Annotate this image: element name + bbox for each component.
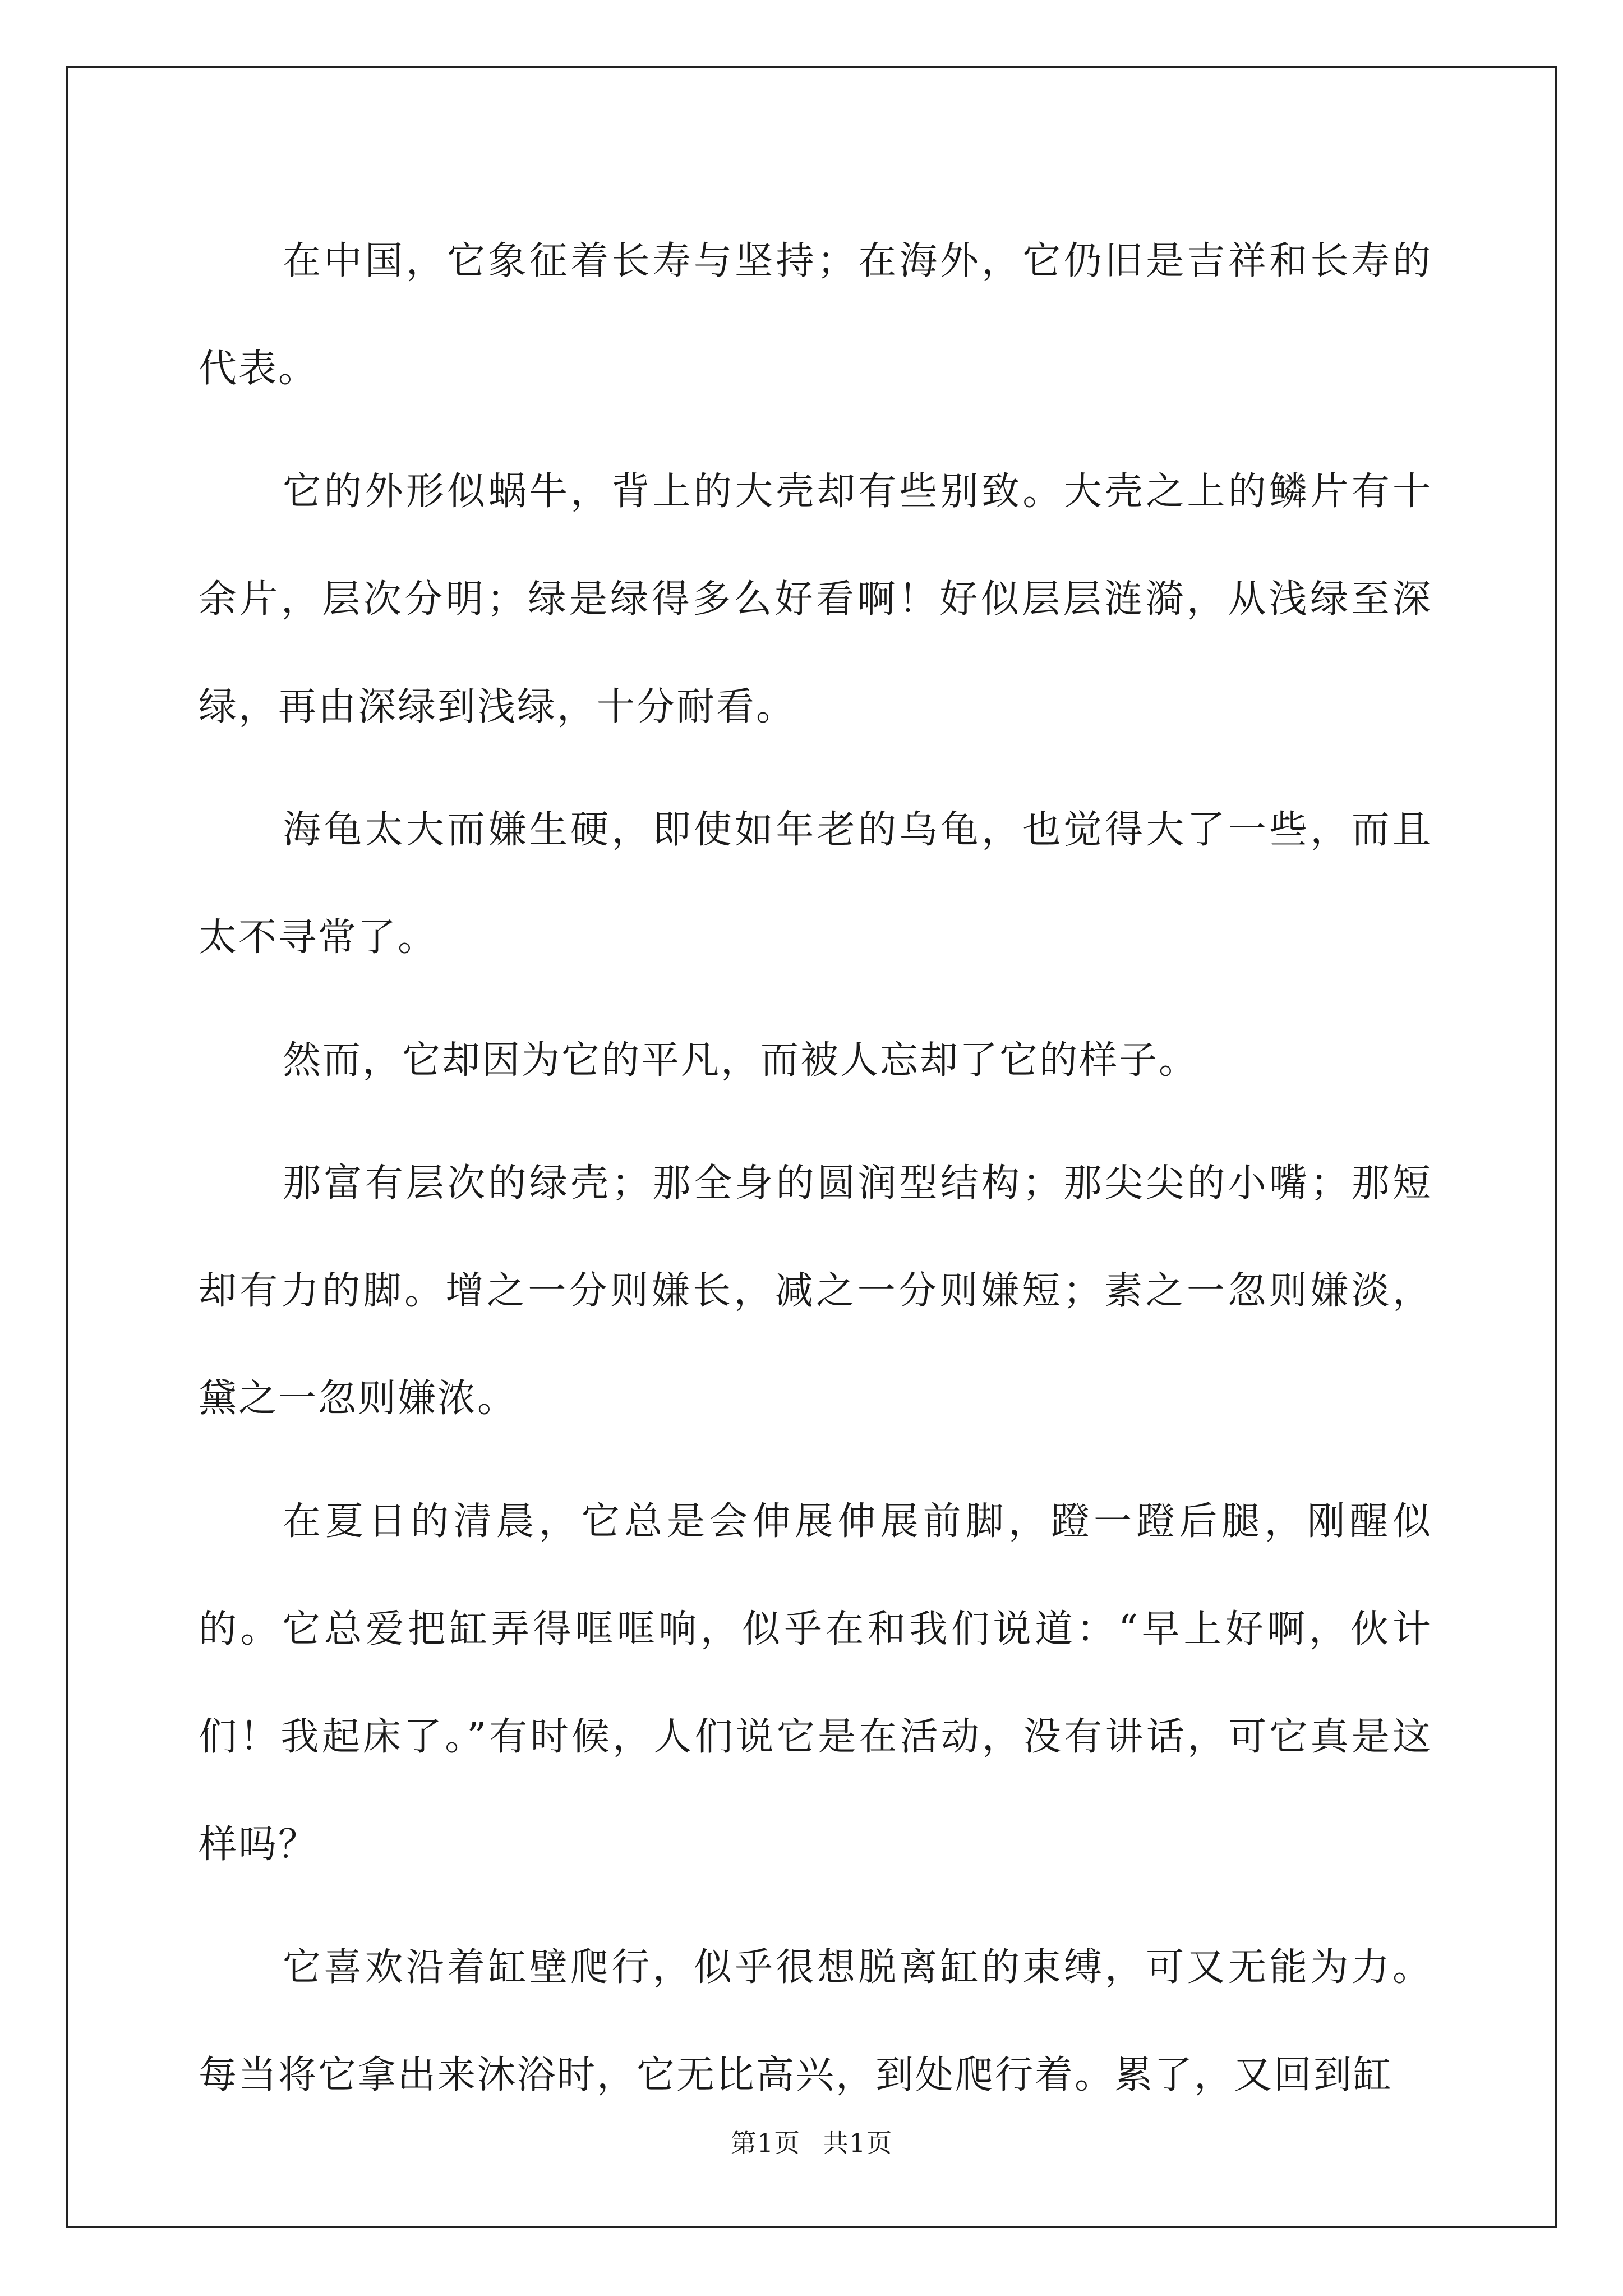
paragraph-1: 在中国，它象征着长寿与坚持；在海外，它仍旧是吉祥和长寿的代表。 <box>199 239 1432 391</box>
page-number-current: 第1页 <box>730 2128 800 2158</box>
paragraph-6: 在夏日的清晨，它总是会伸展伸展前脚，蹬一蹬后腿，刚醒似的。它总爱把缸弄得哐哐响，似乎在和我们说道：“早上好啊，伙计们！我起床了。”有时候，人们说它是在活动，没有讲话，可它真是这样吗？ <box>199 1499 1432 1867</box>
page-number-total: 共1页 <box>823 2128 893 2158</box>
paragraph-4: 然而，它却因为它的平凡，而被人忘却了它的样子。 <box>283 1038 1199 1083</box>
paragraph-7: 它喜欢沿着缸壁爬行，似乎很想脱离缸的束缚，可又无能为力。每当将它拿出来沐浴时，它无比高兴，到处爬行着。累了，又回到缸 <box>199 1945 1432 2097</box>
paragraph-3: 海龟太大而嫌生硬，即使如年老的乌龟，也觉得大了一些，而且太不寻常了。 <box>199 808 1432 960</box>
paragraph-2: 它的外形似蜗牛，背上的大壳却有些别致。大壳之上的鳞片有十余片，层次分明；绿是绿得多么好看啊！好似层层涟漪，从浅绿至深绿，再由深绿到浅绿，十分耐看。 <box>199 470 1432 729</box>
document-body <box>199 208 1432 2145</box>
page-footer <box>0 2126 1623 2160</box>
paragraph-5: 那富有层次的绿壳；那全身的圆润型结构；那尖尖的小嘴；那短却有力的脚。增之一分则嫌长，减之一分则嫌短；素之一忽则嫌淡，黛之一忽则嫌浓。 <box>199 1161 1432 1421</box>
